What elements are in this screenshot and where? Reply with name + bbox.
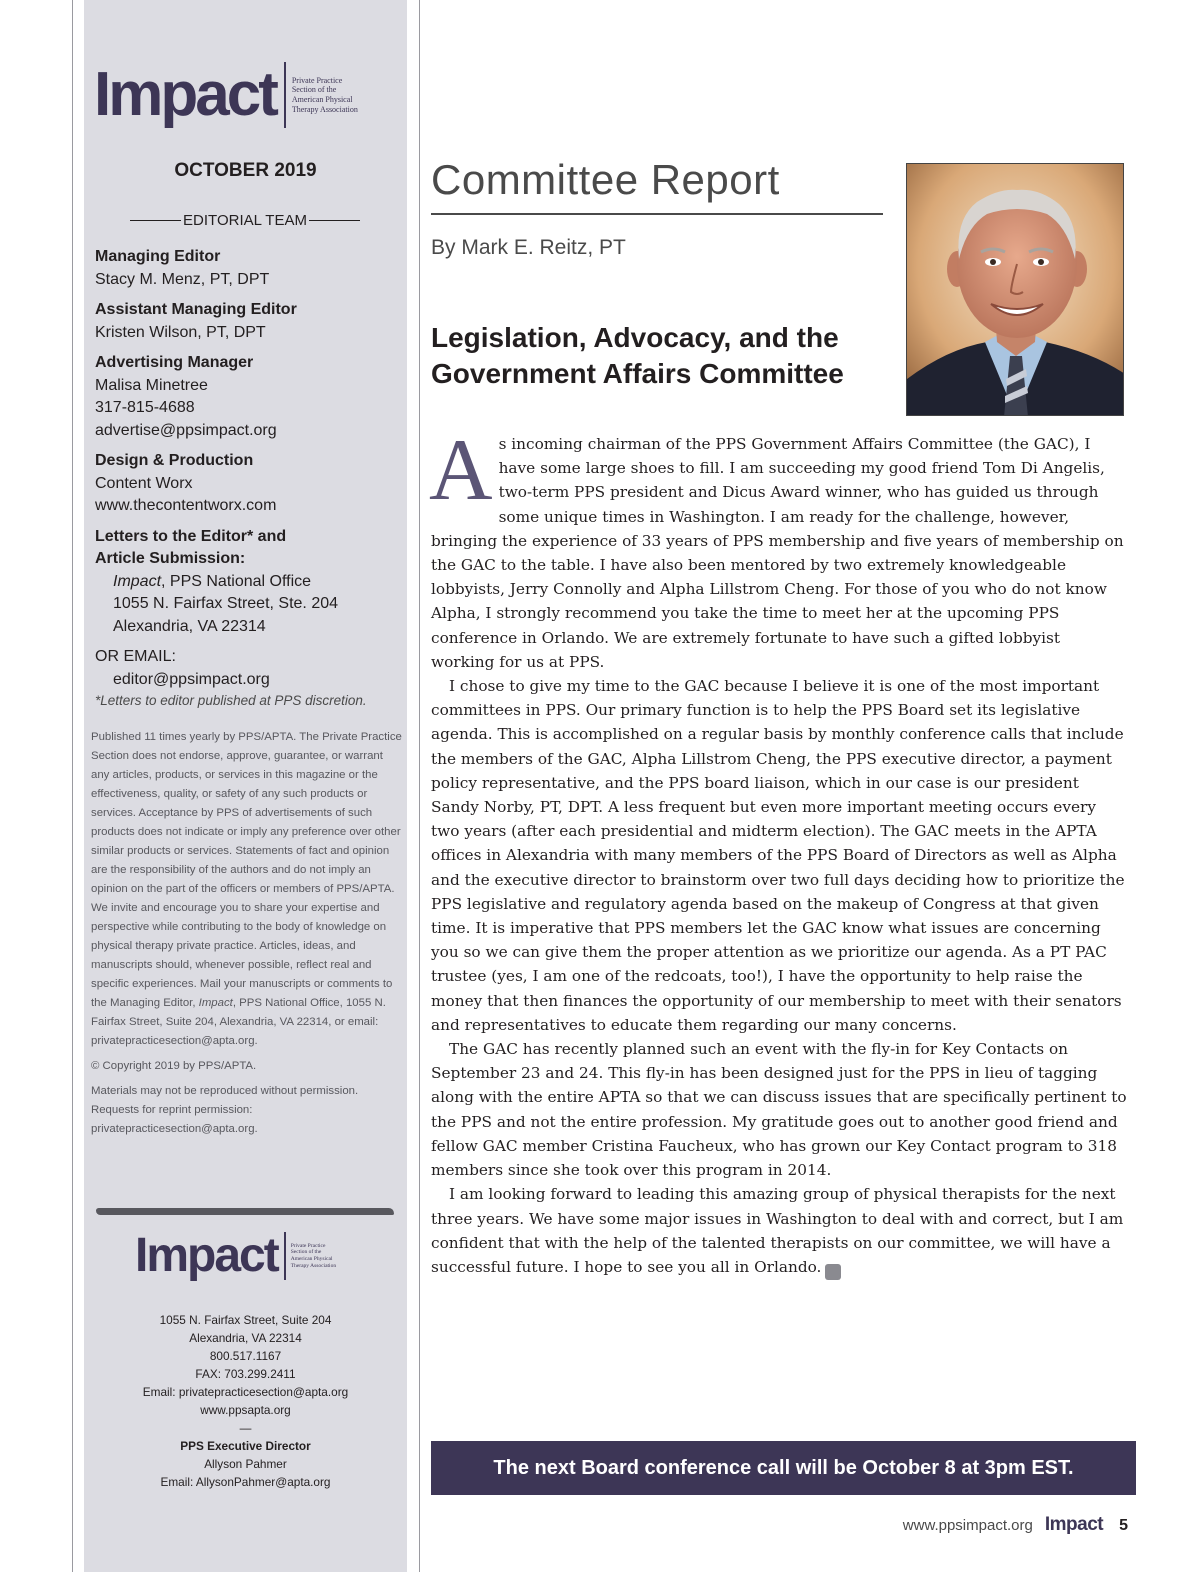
staff-role: Article Submission: (95, 550, 246, 567)
page-number: 5 (1119, 1517, 1128, 1534)
staff-entry (95, 352, 395, 442)
staff-line: Content Worx (95, 474, 193, 492)
editor-email-link[interactable]: editor@ppsimpact.org (113, 670, 270, 688)
address-rest: , PPS National Office (161, 572, 312, 590)
or-email-label: OR EMAIL: (95, 648, 176, 665)
logo-tagline-line: Section of the (290, 1249, 322, 1256)
article-paragraph (429, 422, 1128, 674)
address-line: Alexandria, VA 22314 (189, 1331, 302, 1345)
editorial-team-heading (130, 212, 360, 229)
staff-role: Managing Editor (95, 248, 221, 265)
logo-tagline-line: Therapy Association (290, 1262, 337, 1269)
drop-cap: A (429, 422, 493, 519)
footer-website-link[interactable]: www.ppsimpact.org (902, 1517, 1033, 1534)
impact-logo-bottom (135, 1229, 351, 1282)
logo-word: Impact (135, 1229, 278, 1282)
logo-tagline (292, 76, 372, 114)
author-byline: By Mark E. Reitz, PT (431, 236, 626, 259)
logo-tagline-line: Therapy Association (291, 104, 358, 114)
staff-entry (95, 246, 395, 291)
page-footer (903, 1514, 1128, 1536)
logo-divider (284, 1232, 286, 1280)
logo-tagline (291, 1243, 351, 1269)
publication-disclaimer (91, 728, 403, 1145)
editorial-team-label: EDITORIAL TEAM (183, 212, 307, 229)
fax-number: FAX: 703.299.2411 (195, 1367, 296, 1381)
column-divider-rule (419, 0, 420, 1572)
heading-rule (130, 220, 181, 221)
address-line: 1055 N. Fairfax Street, Suite 204 (159, 1313, 332, 1327)
exec-director-title: PPS Executive Director (180, 1439, 311, 1453)
staff-role: Advertising Manager (95, 354, 254, 371)
logo-tagline-line: Section of the (291, 85, 337, 95)
portrait-illustration (907, 164, 1124, 416)
brush-stroke-divider (96, 1208, 394, 1215)
staff-line: Malisa Minetree (95, 376, 208, 394)
staff-role: Assistant Managing Editor (95, 301, 297, 318)
letters-note: *Letters to editor published at PPS discretion. (95, 693, 367, 708)
pps-website-link[interactable]: www.ppsapta.org (200, 1403, 291, 1417)
staff-list (95, 246, 395, 711)
pps-contact-block (84, 1311, 407, 1491)
article-paragraph (431, 1182, 1128, 1280)
letters-address-line: 1055 N. Fairfax Street, Ste. 204 (113, 595, 339, 612)
issue-date: OCTOBER 2019 (174, 160, 317, 181)
exec-director-name: Allyson Pahmer (204, 1457, 287, 1471)
letters-entry (95, 526, 395, 639)
staff-entry (95, 450, 395, 518)
exec-director-email-link[interactable]: Email: AllysonPahmer@apta.org (160, 1475, 331, 1489)
staff-entry (95, 299, 395, 344)
advertising-email-link[interactable]: advertise@ppsimpact.org (95, 421, 277, 439)
logo-tagline-line: Private Practice (290, 1242, 326, 1249)
left-margin-rule (72, 0, 73, 1572)
staff-line: Stacy M. Menz, PT, DPT (95, 270, 270, 288)
disclaimer-text: Published 11 times yearly by PPS/APTA. The Private Practice Section does not endorse, approve, guarantee, or warrant any articles, products, or services in this magazine or the effectiveness, quality, or safety of any such products or services. Acceptance by PPS of advertisements of such products does not indicate or imply any preference over other similar products or services. Statements of fact and opinion are the responsibility of the authors and do not imply an opinion on the part of the officers or members of PPS/APTA. We invite and encourage you to share your expertise and perspective while contributing to the body of knowledge on physical therapy private practice. Articles, ideas, and manuscripts should, whenever possible, reflect real and specific experiences. Mail your manuscripts or comments to the Managing Editor, (91, 731, 402, 1009)
phone-number[interactable]: 800.517.1167 (209, 1349, 282, 1363)
footer-brand: Impact (1044, 1514, 1104, 1535)
staff-role: Design & Production (95, 452, 254, 469)
title-underline (431, 213, 883, 215)
article-headline: Legislation, Advocacy, and the Government Affairs Committee (431, 322, 844, 389)
section-title: Committee Report (431, 156, 780, 203)
paragraph-text: I am looking forward to leading this amazing group of physical therapists for the next three years. We have some major issues in Washington to deal with and correct, but I am confident that with the help of the talented therapists on our committee, we will have a successful future. I hope to see you all in Orlando. (431, 1185, 1124, 1276)
reprint-notice: Materials may not be reproduced without permission. Requests for reprint permission: privatepracticesection@apta.org. (91, 1085, 359, 1135)
impact-italic: Impact (113, 572, 162, 590)
contentworx-link[interactable]: www.thecontentworx.com (95, 497, 277, 514)
impact-logo-top (94, 62, 372, 128)
advertising-phone[interactable]: 317-815-4688 (95, 399, 195, 416)
logo-tagline-line: Private Practice (291, 75, 343, 85)
copyright: © Copyright 2019 by PPS/APTA. (91, 1060, 257, 1072)
letters-address-line: Alexandria, VA 22314 (113, 617, 266, 635)
logo-tagline-line: American Physical (290, 1256, 333, 1262)
staff-line: Kristen Wilson, PT, DPT (95, 323, 266, 341)
pps-email-link[interactable]: Email: privatepracticesection@apta.org (142, 1385, 349, 1399)
paragraph-text: s incoming chairman of the PPS Government Affairs Committee (the GAC), I have some large shoes to fill. I am succeeding my good friend Tom Di Angelis, two-term PPS president and Dicus Award winner, who has guided us through some unique times in Washington. I am ready for the challenge, however, bringing the experience of 33 years of PPS membership and five years of membership on the GAC to the table. I have also been mentored by two extremely knowledgeable lobbyists, Jerry Connolly and Alpha Lillstrom Cheng. For those of you who do not know Alpha, I strongly recommend you take the time to meet her at the upcoming PPS conference in Orlando. We are extremely fortunate to have such a gifted lobbyist working for us at PPS. (431, 435, 1124, 671)
disclaimer-text: , PPS National Office, 1055 N. Fairfax Street, Suite 204, Alexandria, VA 22314, or email: privatepracticesection@apta.org. (91, 997, 386, 1047)
heading-rule (309, 220, 360, 221)
article-body (429, 422, 1128, 1280)
dash-separator: — (239, 1421, 252, 1435)
staff-role: Letters to the Editor* and (95, 527, 287, 545)
logo-word: Impact (94, 60, 276, 129)
article-paragraph: The GAC has recently planned such an event with the fly-in for Key Contacts on September 23 and 24. This fly-in has been designed just for the PPS in lieu of tagging along with the entire APTA so that we can discuss issues that are specifically pertinent to the PPS and not the entire profession. My gratitude goes out to another good friend and fellow GAC member Cristina Faucheux, who has grown our Key Contact program to 318 members since she took over this program in 2014. (431, 1040, 1127, 1180)
author-portrait (906, 163, 1124, 416)
letters-address-line (95, 571, 395, 594)
logo-divider (284, 62, 286, 128)
disclaimer-italic: Impact (198, 997, 233, 1009)
board-call-banner: The next Board conference call will be October 8 at 3pm EST. (431, 1441, 1136, 1495)
logo-tagline-line: American Physical (291, 95, 353, 104)
end-of-article-icon: I (825, 1264, 841, 1280)
disclaimer-paragraph (91, 728, 403, 1051)
article-paragraph: I chose to give my time to the GAC because I believe it is one of the most important committees in PPS. Our primary function is to help the PPS Board set its legislative agenda. This is accomplished on a regular basis by monthly conference calls that include the members of the GAC, Alpha Lillstrom Cheng, the PPS executive director, a payment policy representative, and the PPS board liaison, which in our case is our president Sandy Norby, PT, DPT. A less frequent but even more important meeting occurs every two years (after each presidential and midterm election). The GAC meets in the APTA offices in Alexandria with many members of the PPS Board of Directors as well as Alpha and the executive director to brainstorm over two full days deciding how to prioritize the PPS legislative and regulatory agenda based on the makeup of Congress at that given time. It is imperative that PPS members let the GAC know what issues are concerning you so we can give them the proper attention as we prioritize our agenda. As a PT PAC trustee (yes, I am one of the redcoats, too!), I have the opportunity to help raise the money that then finances the opportunity of our membership to meet with their senators and representatives to educate them regarding our many concerns. (431, 677, 1125, 1034)
